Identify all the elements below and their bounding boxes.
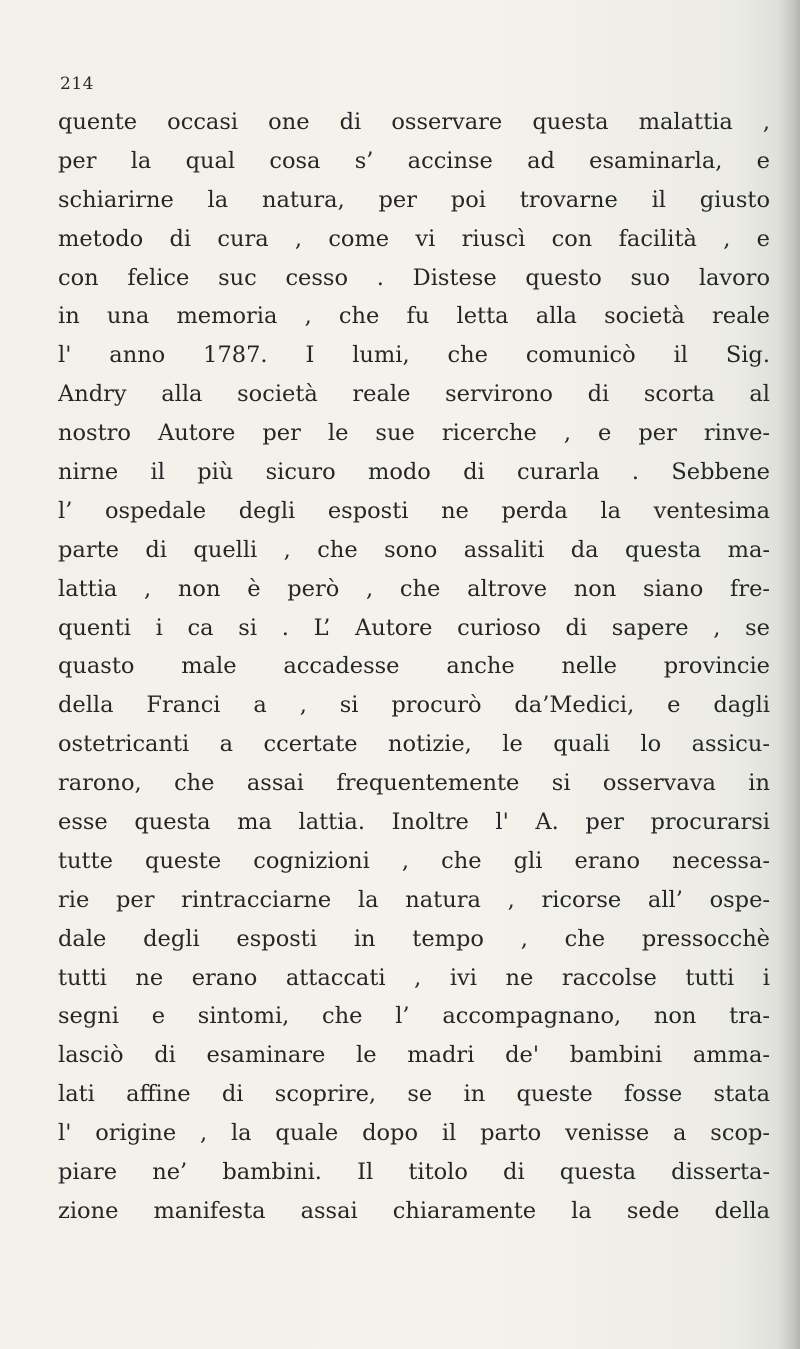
text-line: rie per rintracciarne la natura , ricorse all’ ospe- [58,886,770,913]
text-line: dale degli esposti in tempo , che pressocchè [58,925,770,952]
text-line: zione manifesta assai chiaramente la sede della [58,1197,770,1224]
text-line: quente occasi one di osservare questa malattia , [58,109,770,135]
text-line: per la qual cosa s’ accinse ad esaminarla, e [58,147,770,174]
text-line: nostro Autore per le sue ricerche , e per rinve- [58,420,770,447]
text-line: con felice suc cesso . Distese questo suo lavoro [58,264,770,291]
text-line: nirne il più sicuro modo di curarla . Sebbene [58,459,770,486]
text-line: esse questa ma lattia. Inoltre l' A. per procurarsi [58,809,770,836]
text-line: schiarirne la natura, per poi trovarne il giusto [58,186,770,213]
text-line: lasciò di esaminare le madri de' bambini amma- [58,1042,770,1069]
text-line: lattia , non è però , che altrove non siano fre- [58,575,770,602]
page-gutter-shadow [778,0,800,1349]
text-line: Andry alla società reale servirono di scorta al [58,381,770,408]
text-line: rarono, che assai frequentemente si osservava in [58,770,770,797]
text-line: quenti i ca si . L’ Autore curioso di sapere , se [58,614,770,641]
text-line: quasto male accadesse anche nelle provincie [58,653,770,680]
text-line: parte di quelli , che sono assaliti da questa ma- [58,536,770,563]
body-text [58,103,770,1231]
page-number: 214 [60,74,94,94]
text-line: in una memoria , che fu letta alla società reale [58,303,770,330]
text-line: della Franci a , si procurò da’Medici, e dagli [58,692,770,719]
text-line: l’ ospedale degli esposti ne perda la ventesima [58,497,770,524]
text-line: lati affine di scoprire, se in queste fosse stata [58,1081,770,1108]
text-line: metodo di cura , come vi riuscì con facilità , e [58,225,770,252]
text-line: tutte queste cognizioni , che gli erano necessa- [58,847,770,874]
text-line: piare ne’ bambini. Il titolo di questa disserta- [58,1159,770,1186]
text-line: l' anno 1787. I lumi, che comunicò il Sig. [58,342,770,369]
text-line: l' origine , la quale dopo il parto venisse a scop- [58,1120,770,1147]
text-line: ostetricanti a ccertate notizie, le quali lo assicu- [58,731,770,758]
text-line: tutti ne erano attaccati , ivi ne raccolse tutti i [58,964,770,991]
text-line: segni e sintomi, che l’ accompagnano, non tra- [58,1003,770,1030]
